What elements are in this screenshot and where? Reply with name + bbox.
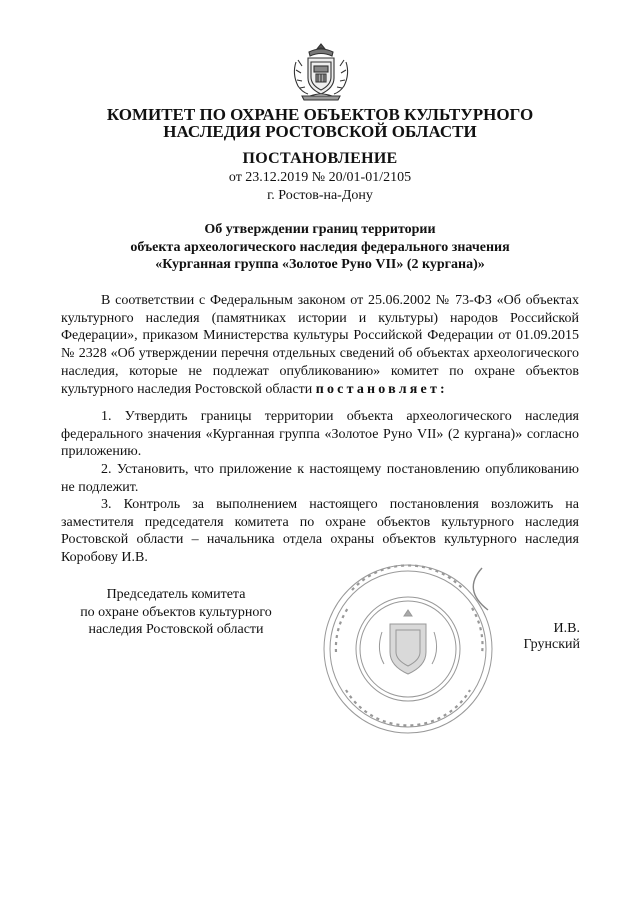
- item-3-paragraph: 3. Контроль за выполнением настоящего постановления возложить на заместителя председателя комитета по охране объектов культурного наследия Ростовской области – начальника отдела охраны объектов культурного наследия Коробову И.В.: [61, 497, 579, 566]
- document-title: [60, 221, 580, 274]
- signatory-position: [61, 586, 291, 639]
- item-2-paragraph: 2. Установить, что приложение к настоящему постановлению опубликованию не подлежит.: [61, 462, 579, 495]
- preamble-text: В соответствии с Федеральным законом от 25.06.2002 № 73-ФЗ «Об объектах культурного наследия (памятниках истории и культуры) народов Российской Федерации», приказом Министерства культуры Российской Федерации от 01.09.2015 № 2328 «Об утверждении перечня отдельных сведений об объектах археологического наследия, которые не подлежат опубликованию» комитет по охране объектов культурного наследия Ростовской области: [61, 293, 579, 397]
- document-type: ПОСТАНОВЛЕНИЕ: [242, 150, 398, 167]
- organization-name: [60, 106, 580, 140]
- official-seal-icon: [312, 560, 504, 738]
- position-line-2: по охране объектов культурного: [80, 604, 272, 620]
- organization-line-1: КОМИТЕТ ПО ОХРАНЕ ОБЪЕКТОВ КУЛЬТУРНОГО: [106, 105, 534, 124]
- position-line-1: Председатель комитета: [106, 587, 246, 602]
- item-1-paragraph: 1. Утвердить границы территории объекта археологического наследия федерального значения «Курганная группа «Золотое Руно VII» (2 кургана)» согласно приложению.: [61, 409, 579, 460]
- document-date-number: от 23.12.2019 № 20/01-01/2105: [228, 170, 412, 185]
- organization-line-2: НАСЛЕДИЯ РОСТОВСКОЙ ОБЛАСТИ: [163, 122, 477, 141]
- document-city: г. Ростов-на-Дону: [267, 188, 373, 203]
- preamble-paragraph: [61, 292, 579, 398]
- signatory-name: И.В. Грунский: [523, 621, 580, 652]
- resolves-word: постановляет:: [315, 381, 448, 397]
- coat-of-arms-icon: [288, 40, 354, 104]
- title-line-1: Об утверждении границ территории: [204, 222, 436, 237]
- position-line-3: наследия Ростовской области: [88, 622, 264, 637]
- title-line-2: объекта археологического наследия федерального значения: [130, 239, 510, 255]
- title-line-3: «Курганная группа «Золотое Руно VII» (2 кургана)»: [155, 257, 485, 272]
